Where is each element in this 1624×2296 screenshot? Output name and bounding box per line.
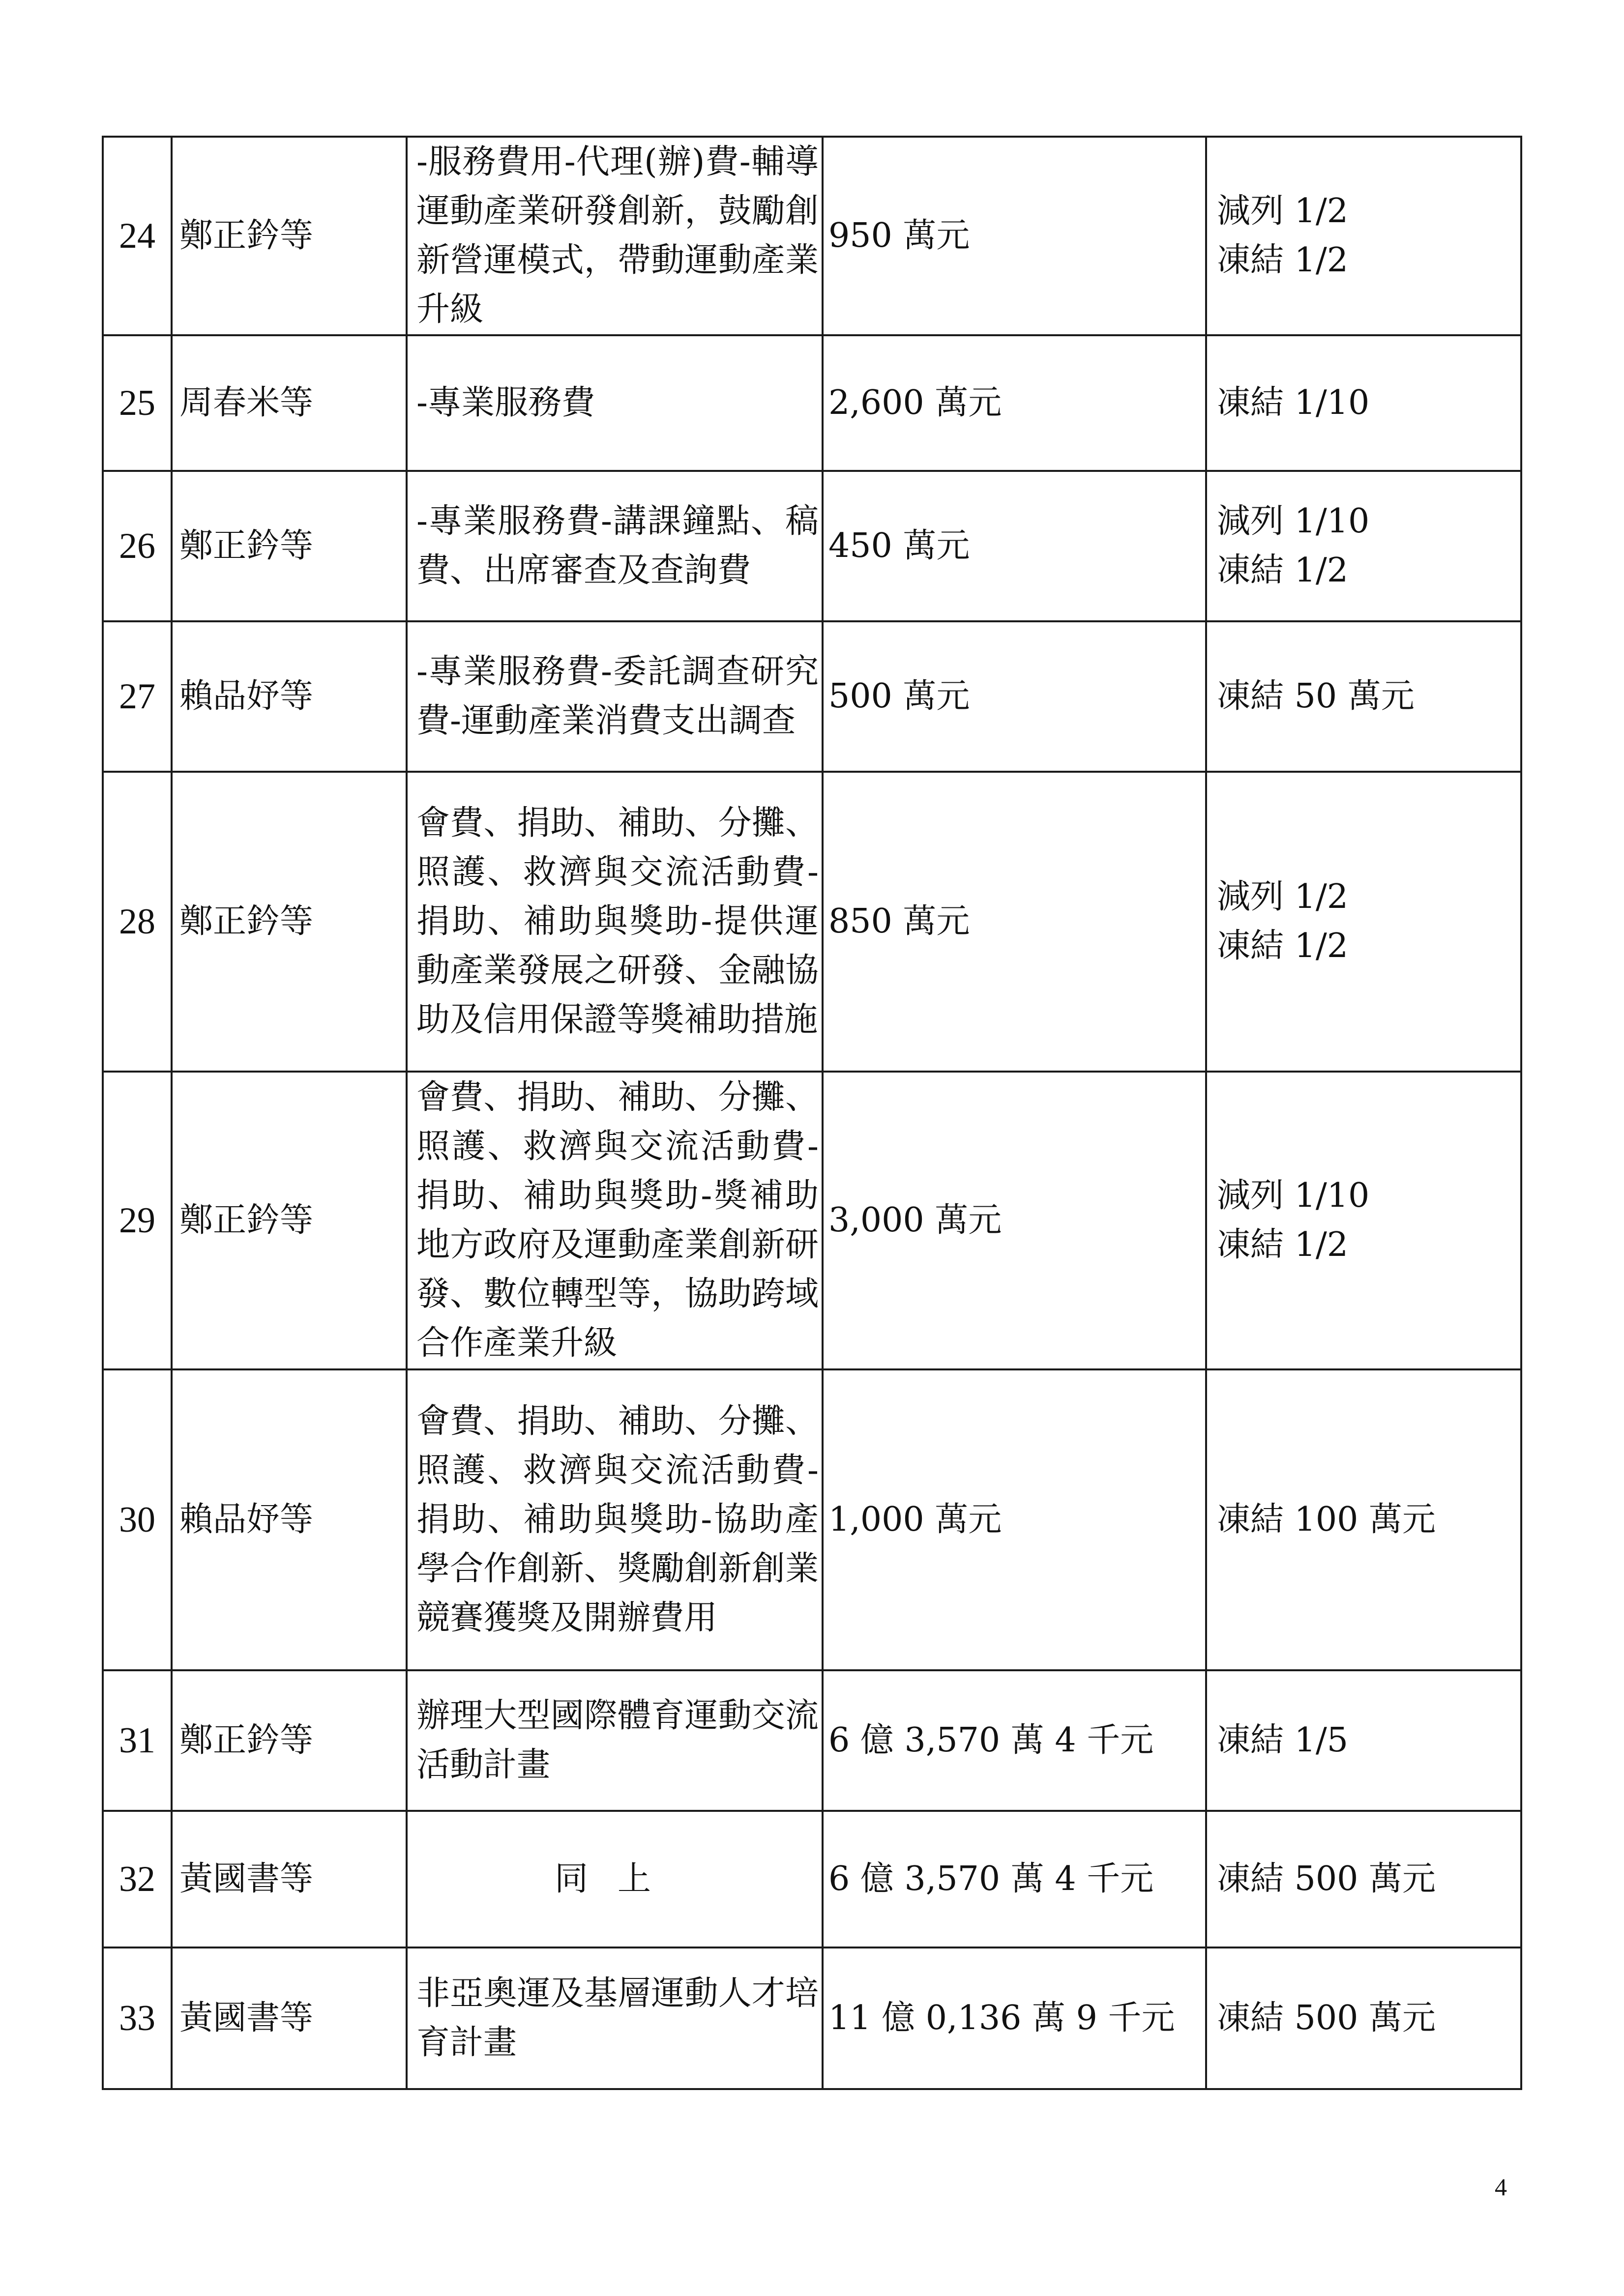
budget-item: 會費、捐助、補助、分攤、照護、救濟與交流活動費-捐助、補助與獎助-提供運動產業發展之研發、金融協助及信用保證等獎補助措施 [407, 772, 823, 1072]
proposer-name: 鄭正鈐等 [172, 1670, 407, 1811]
budget-amount: 450 萬元 [823, 471, 1206, 621]
action-line: 凍結 500 萬元 [1217, 1999, 1436, 2037]
proposer-name: 黃國書等 [172, 1811, 407, 1947]
proposed-action [1206, 1369, 1521, 1670]
row-number: 24 [103, 137, 172, 335]
budget-item: 會費、捐助、補助、分攤、照護、救濟與交流活動費-捐助、補助與獎助-協助產學合作創新、獎勵創新創業競賽獲獎及開辦費用 [407, 1369, 823, 1670]
row-number: 30 [103, 1369, 172, 1670]
proposer-name: 鄭正鈐等 [172, 471, 407, 621]
row-number: 25 [103, 335, 172, 471]
action-line: 凍結 100 萬元 [1217, 1500, 1436, 1539]
action-line: 凍結 1/5 [1217, 1721, 1349, 1760]
action-line: 凍結 1/2 [1217, 927, 1349, 965]
budget-amount: 3,000 萬元 [823, 1072, 1206, 1369]
budget-item: -專業服務費 [407, 335, 823, 471]
budget-item: 辦理大型國際體育運動交流活動計畫 [407, 1670, 823, 1811]
table-row [103, 1947, 1521, 2089]
proposer-name: 鄭正鈐等 [172, 137, 407, 335]
action-line: 凍結 50 萬元 [1217, 677, 1415, 716]
table-row [103, 137, 1521, 335]
budget-amount: 6 億 3,570 萬 4 千元 [823, 1670, 1206, 1811]
proposer-name: 周春米等 [172, 335, 407, 471]
table-row [103, 1670, 1521, 1811]
row-number: 32 [103, 1811, 172, 1947]
budget-amount: 1,000 萬元 [823, 1369, 1206, 1670]
table-row [103, 335, 1521, 471]
proposed-action [1206, 1072, 1521, 1369]
proposed-action [1206, 1947, 1521, 2089]
table-row [103, 471, 1521, 621]
proposed-action [1206, 137, 1521, 335]
budget-amount: 950 萬元 [823, 137, 1206, 335]
row-number: 33 [103, 1947, 172, 2089]
budget-amount: 500 萬元 [823, 621, 1206, 772]
action-line: 減列 1/2 [1217, 877, 1349, 916]
action-line: 凍結 1/2 [1217, 241, 1349, 280]
budget-item: 同上 [407, 1811, 823, 1947]
budget-item: -專業服務費-委託調查研究費-運動產業消費支出調查 [407, 621, 823, 772]
proposer-name: 黃國書等 [172, 1947, 407, 2089]
budget-item: -服務費用-代理(辦)費-輔導運動產業研發創新，鼓勵創新營運模式，帶動運動產業升級 [407, 137, 823, 335]
budget-item: -專業服務費-講課鐘點、稿費、出席審查及查詢費 [407, 471, 823, 621]
budget-amount: 6 億 3,570 萬 4 千元 [823, 1811, 1206, 1947]
proposed-action [1206, 335, 1521, 471]
action-line: 減列 1/2 [1217, 192, 1349, 231]
row-number: 26 [103, 471, 172, 621]
table-row [103, 1369, 1521, 1670]
row-number: 28 [103, 772, 172, 1072]
proposed-action [1206, 1670, 1521, 1811]
proposed-action [1206, 621, 1521, 772]
proposed-action [1206, 1811, 1521, 1947]
page-number: 4 [1495, 2173, 1507, 2201]
table-row [103, 772, 1521, 1072]
action-line: 凍結 1/10 [1217, 383, 1370, 422]
action-line: 減列 1/10 [1217, 1176, 1370, 1215]
row-number: 31 [103, 1670, 172, 1811]
action-line: 凍結 1/2 [1217, 1225, 1349, 1264]
budget-amount: 850 萬元 [823, 772, 1206, 1072]
proposed-action [1206, 471, 1521, 621]
proposer-name: 賴品妤等 [172, 1369, 407, 1670]
proposed-action [1206, 772, 1521, 1072]
action-line: 凍結 1/2 [1217, 551, 1349, 590]
row-number: 27 [103, 621, 172, 772]
table-row [103, 1811, 1521, 1947]
row-number: 29 [103, 1072, 172, 1369]
proposer-name: 鄭正鈐等 [172, 1072, 407, 1369]
table-row [103, 1072, 1521, 1369]
budget-proposal-table [102, 136, 1522, 2090]
proposer-name: 賴品妤等 [172, 621, 407, 772]
budget-item: 會費、捐助、補助、分攤、照護、救濟與交流活動費-捐助、補助與獎助-獎補助地方政府及運動產業創新研發、數位轉型等，協助跨域合作產業升級 [407, 1072, 823, 1369]
budget-item: 非亞奧運及基層運動人才培育計畫 [407, 1947, 823, 2089]
action-line: 減列 1/10 [1217, 502, 1370, 541]
proposer-name: 鄭正鈐等 [172, 772, 407, 1072]
budget-amount: 11 億 0,136 萬 9 千元 [823, 1947, 1206, 2089]
table-row [103, 621, 1521, 772]
action-line: 凍結 500 萬元 [1217, 1860, 1436, 1898]
budget-amount: 2,600 萬元 [823, 335, 1206, 471]
